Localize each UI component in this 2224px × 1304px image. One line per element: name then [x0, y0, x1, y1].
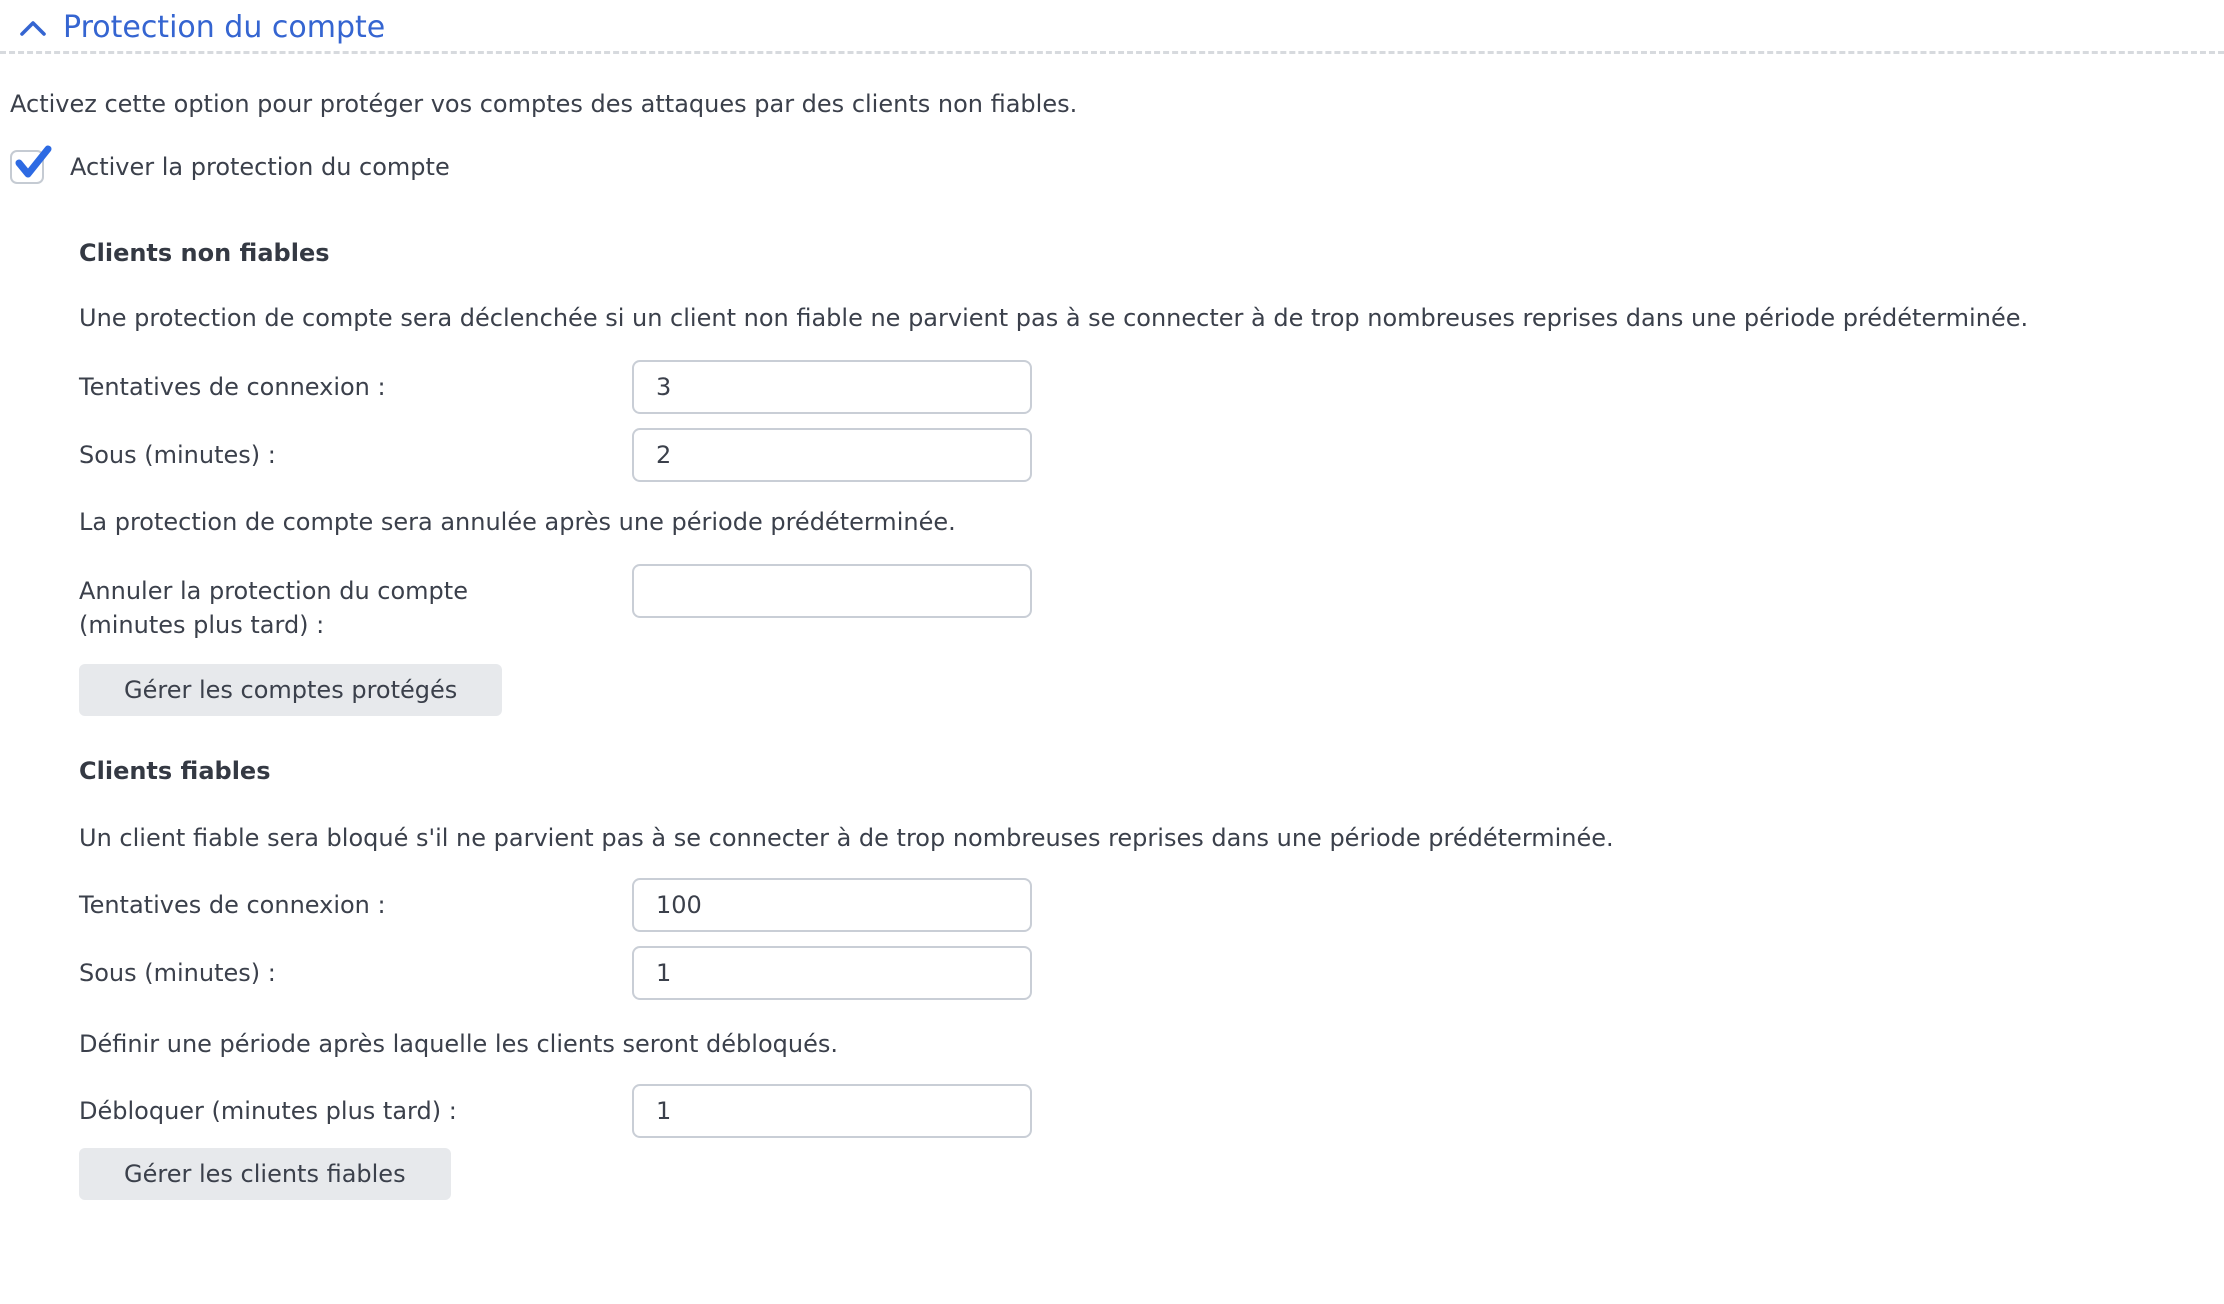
cancel-protection-label	[79, 564, 632, 642]
dashed-separator	[0, 51, 2224, 54]
section-header-account-protection[interactable]	[0, 0, 2224, 46]
trusted-within-minutes-label: Sous (minutes) :	[79, 959, 276, 987]
unblock-input[interactable]	[632, 1084, 1032, 1138]
cancel-protection-label-line2: (minutes plus tard) :	[79, 611, 325, 639]
manage-protected-accounts-button[interactable]: Gérer les comptes protégés	[79, 664, 502, 716]
manage-trusted-clients-button[interactable]: Gérer les clients fiables	[79, 1148, 451, 1200]
trusted-login-attempts-row	[79, 878, 2224, 932]
trusted-clients-description: Un client fiable sera bloqué s'il ne parvient pas à se connecter à de trop nombreuses reprises dans une période prédéterminée.	[79, 824, 1614, 852]
trusted-login-attempts-label: Tentatives de connexion :	[79, 891, 386, 919]
enable-protection-checkbox[interactable]	[10, 150, 44, 184]
trusted-login-attempts-input[interactable]	[632, 878, 1032, 932]
untrusted-within-minutes-label: Sous (minutes) :	[79, 441, 276, 469]
cancel-protection-row	[79, 564, 2224, 642]
chevron-up-icon[interactable]	[20, 20, 46, 37]
untrusted-within-minutes-row	[79, 428, 2224, 482]
trusted-within-minutes-input[interactable]	[632, 946, 1032, 1000]
trusted-within-minutes-row	[79, 946, 2224, 1000]
page-title[interactable]: Protection du compte	[63, 10, 386, 45]
enable-protection-row[interactable]	[10, 150, 2224, 184]
untrusted-login-attempts-label: Tentatives de connexion :	[79, 373, 386, 401]
intro-text: Activez cette option pour protéger vos comptes des attaques par des clients non fiables.	[10, 90, 1078, 118]
trusted-clients-heading: Clients fiables	[79, 757, 271, 785]
unblock-row	[79, 1084, 2224, 1138]
enable-protection-label: Activer la protection du compte	[70, 153, 450, 181]
cancel-protection-label-line1: Annuler la protection du compte	[79, 577, 468, 605]
unblock-label: Débloquer (minutes plus tard) :	[79, 1097, 457, 1125]
untrusted-within-minutes-input[interactable]	[632, 428, 1032, 482]
untrusted-clients-description: Une protection de compte sera déclenchée si un client non fiable ne parvient pas à se connecter à de trop nombreuses reprises dans une période prédéterminée.	[79, 304, 2029, 332]
unblock-note: Définir une période après laquelle les clients seront débloqués.	[79, 1030, 838, 1058]
cancel-protection-input[interactable]	[632, 564, 1032, 618]
untrusted-login-attempts-row	[79, 360, 2224, 414]
untrusted-login-attempts-input[interactable]	[632, 360, 1032, 414]
cancel-protection-note: La protection de compte sera annulée après une période prédéterminée.	[79, 508, 956, 536]
untrusted-clients-heading: Clients non fiables	[79, 239, 330, 267]
